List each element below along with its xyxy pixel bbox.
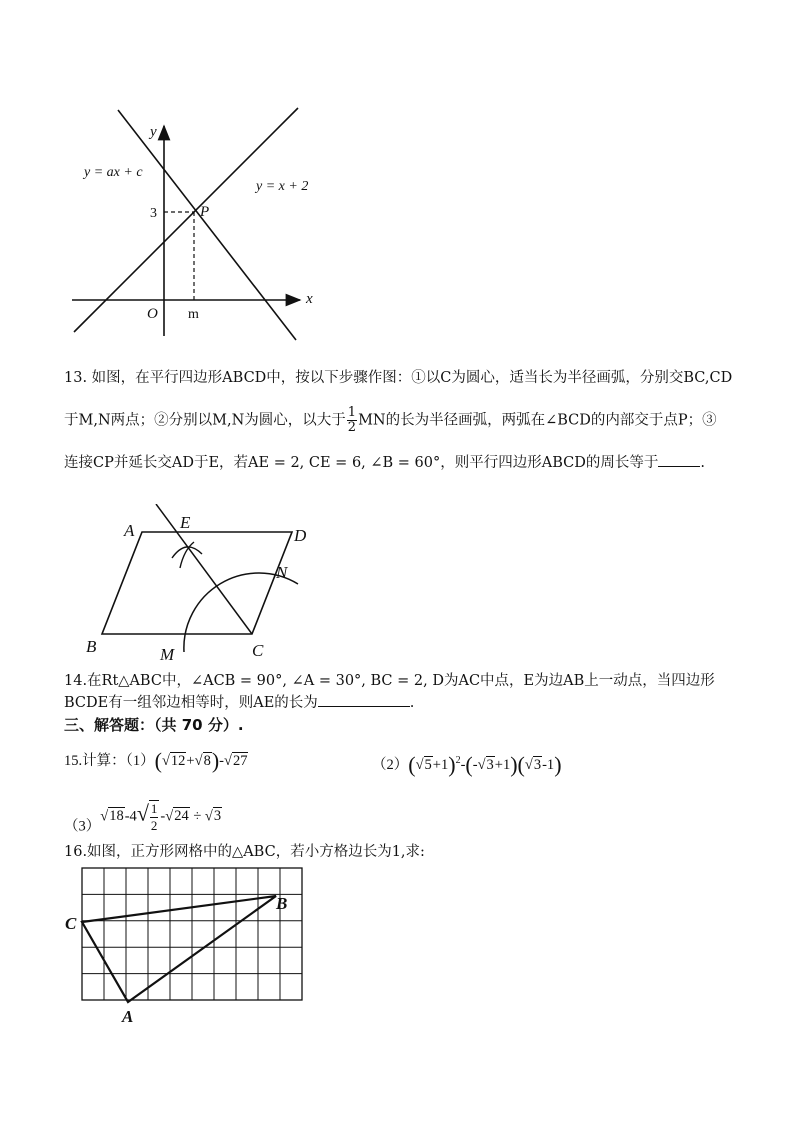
q13-line3 <box>64 452 705 473</box>
q14-line2 <box>64 692 414 713</box>
vertex-c: C <box>252 641 264 660</box>
q13-line2 <box>64 406 717 435</box>
minus-four: -4 <box>124 808 137 825</box>
q13-line2-a: 于M,N两点；②分别以M,N为圆心，以大于 <box>64 412 346 429</box>
q15-row2: （3）√18-4√ $\frac{1}{2}$ -√24 ÷ √3 <box>64 800 222 835</box>
q13-line2-b: MN的长为半径画弧，两弧在∠BCD的内部交于点P；③ <box>358 412 717 429</box>
q16-text: 16.如图，正方形网格中的△ABC，若小方格边长为1,求: <box>64 844 425 860</box>
plus-one-2: +1 <box>494 756 511 773</box>
minus: - <box>219 753 224 769</box>
y-axis-label: y <box>150 124 157 140</box>
sqrt-8: 8 <box>203 753 211 769</box>
parallelogram-abcd <box>102 532 292 634</box>
q15-row1-part2: $(2)(√5+1)^2-(-√3+1)(√3-1)$ <box>372 751 562 777</box>
q13-line1: 13. 如图，在平行四边形ABCD中，按以下步骤作图：①以C为圆心，适当长为半径画弧，分别交BC,CD <box>64 370 733 386</box>
sqrt-18: 18 <box>109 808 124 825</box>
q13-line3-text: 连接CP并延长交AD于E，若AE = 2, CE = 6, ∠B = 60°，则平行四边形ABCD的周长等于 <box>64 455 659 471</box>
q15-label: 15.计算：（1） <box>64 753 155 769</box>
vertex-a: A <box>124 521 135 540</box>
q15-label2: （2） <box>372 756 409 773</box>
exponent: 2 <box>455 755 461 766</box>
q13-line3-end: . <box>700 455 705 471</box>
segment-ce <box>156 504 252 634</box>
arc-mn <box>184 573 298 652</box>
arc-p1 <box>172 547 202 558</box>
q14-line1: 14.在Rt△ABC中，∠ACB = 90°, ∠A = 30°, BC = 2, D为AC中点，E为边AB上一动点，当四边形 <box>64 673 715 689</box>
frac-den: 2 <box>347 420 357 435</box>
frac-num: 1 <box>347 405 357 420</box>
x-axis-label: x <box>306 291 313 307</box>
sqrt-12: 12 <box>170 753 186 769</box>
sqrt-half <box>149 800 160 834</box>
sqrt-5: 5 <box>424 756 432 773</box>
coordinate-graph-figure <box>60 98 340 348</box>
vertex-a-16: A <box>122 1007 134 1026</box>
sqrt-3b: 3 <box>533 756 542 773</box>
answer-blank-q13[interactable] <box>658 452 700 467</box>
fraction-half <box>347 406 357 435</box>
line1-label: y = ax + c <box>84 165 143 180</box>
q15-label3: （3） <box>64 818 101 835</box>
tick-x-label: m <box>188 307 199 322</box>
minus3: - <box>160 808 166 825</box>
vertex-n: N <box>276 563 288 582</box>
sqrt-24: 24 <box>174 808 189 825</box>
sqrt-3a: 3 <box>486 756 494 773</box>
vertex-c-16: C <box>65 914 77 933</box>
minus2: - <box>460 756 466 773</box>
point-p-label: P <box>200 204 210 220</box>
line2-label: y = x + 2 <box>256 179 309 194</box>
answer-blank-q14[interactable] <box>318 692 410 707</box>
tick-y-label: 3 <box>150 206 157 221</box>
vertex-b: B <box>86 637 97 656</box>
p3-num: 1 <box>150 801 158 816</box>
plus-one: +1 <box>432 756 449 773</box>
vertex-b-16: B <box>276 894 288 913</box>
vertex-d: D <box>294 526 307 545</box>
sqrt-3c: 3 <box>213 808 222 825</box>
minus-one: -1 <box>542 756 555 773</box>
line-y-ax-c <box>118 110 296 340</box>
p3-den: 2 <box>150 818 158 833</box>
parallelogram-figure <box>80 504 330 664</box>
divide: ÷ <box>193 808 202 825</box>
q14-line2-end: . <box>409 695 415 711</box>
grid-triangle-figure <box>60 864 310 1030</box>
vertex-m: M <box>160 645 175 664</box>
sqrt-27: 27 <box>232 753 248 769</box>
section-heading: 三、解答题：（共 70 分）. <box>64 716 244 734</box>
origin-label: O <box>147 306 158 322</box>
plus: + <box>186 753 195 769</box>
vertex-e: E <box>180 513 191 532</box>
q14-line2-text: BCDE有一组邻边相等时，则AE的长为 <box>64 695 318 711</box>
q15-row1: 15.计算：（1）(√12+√8)-√27 <box>64 748 248 773</box>
triangle-abc <box>82 896 276 1002</box>
